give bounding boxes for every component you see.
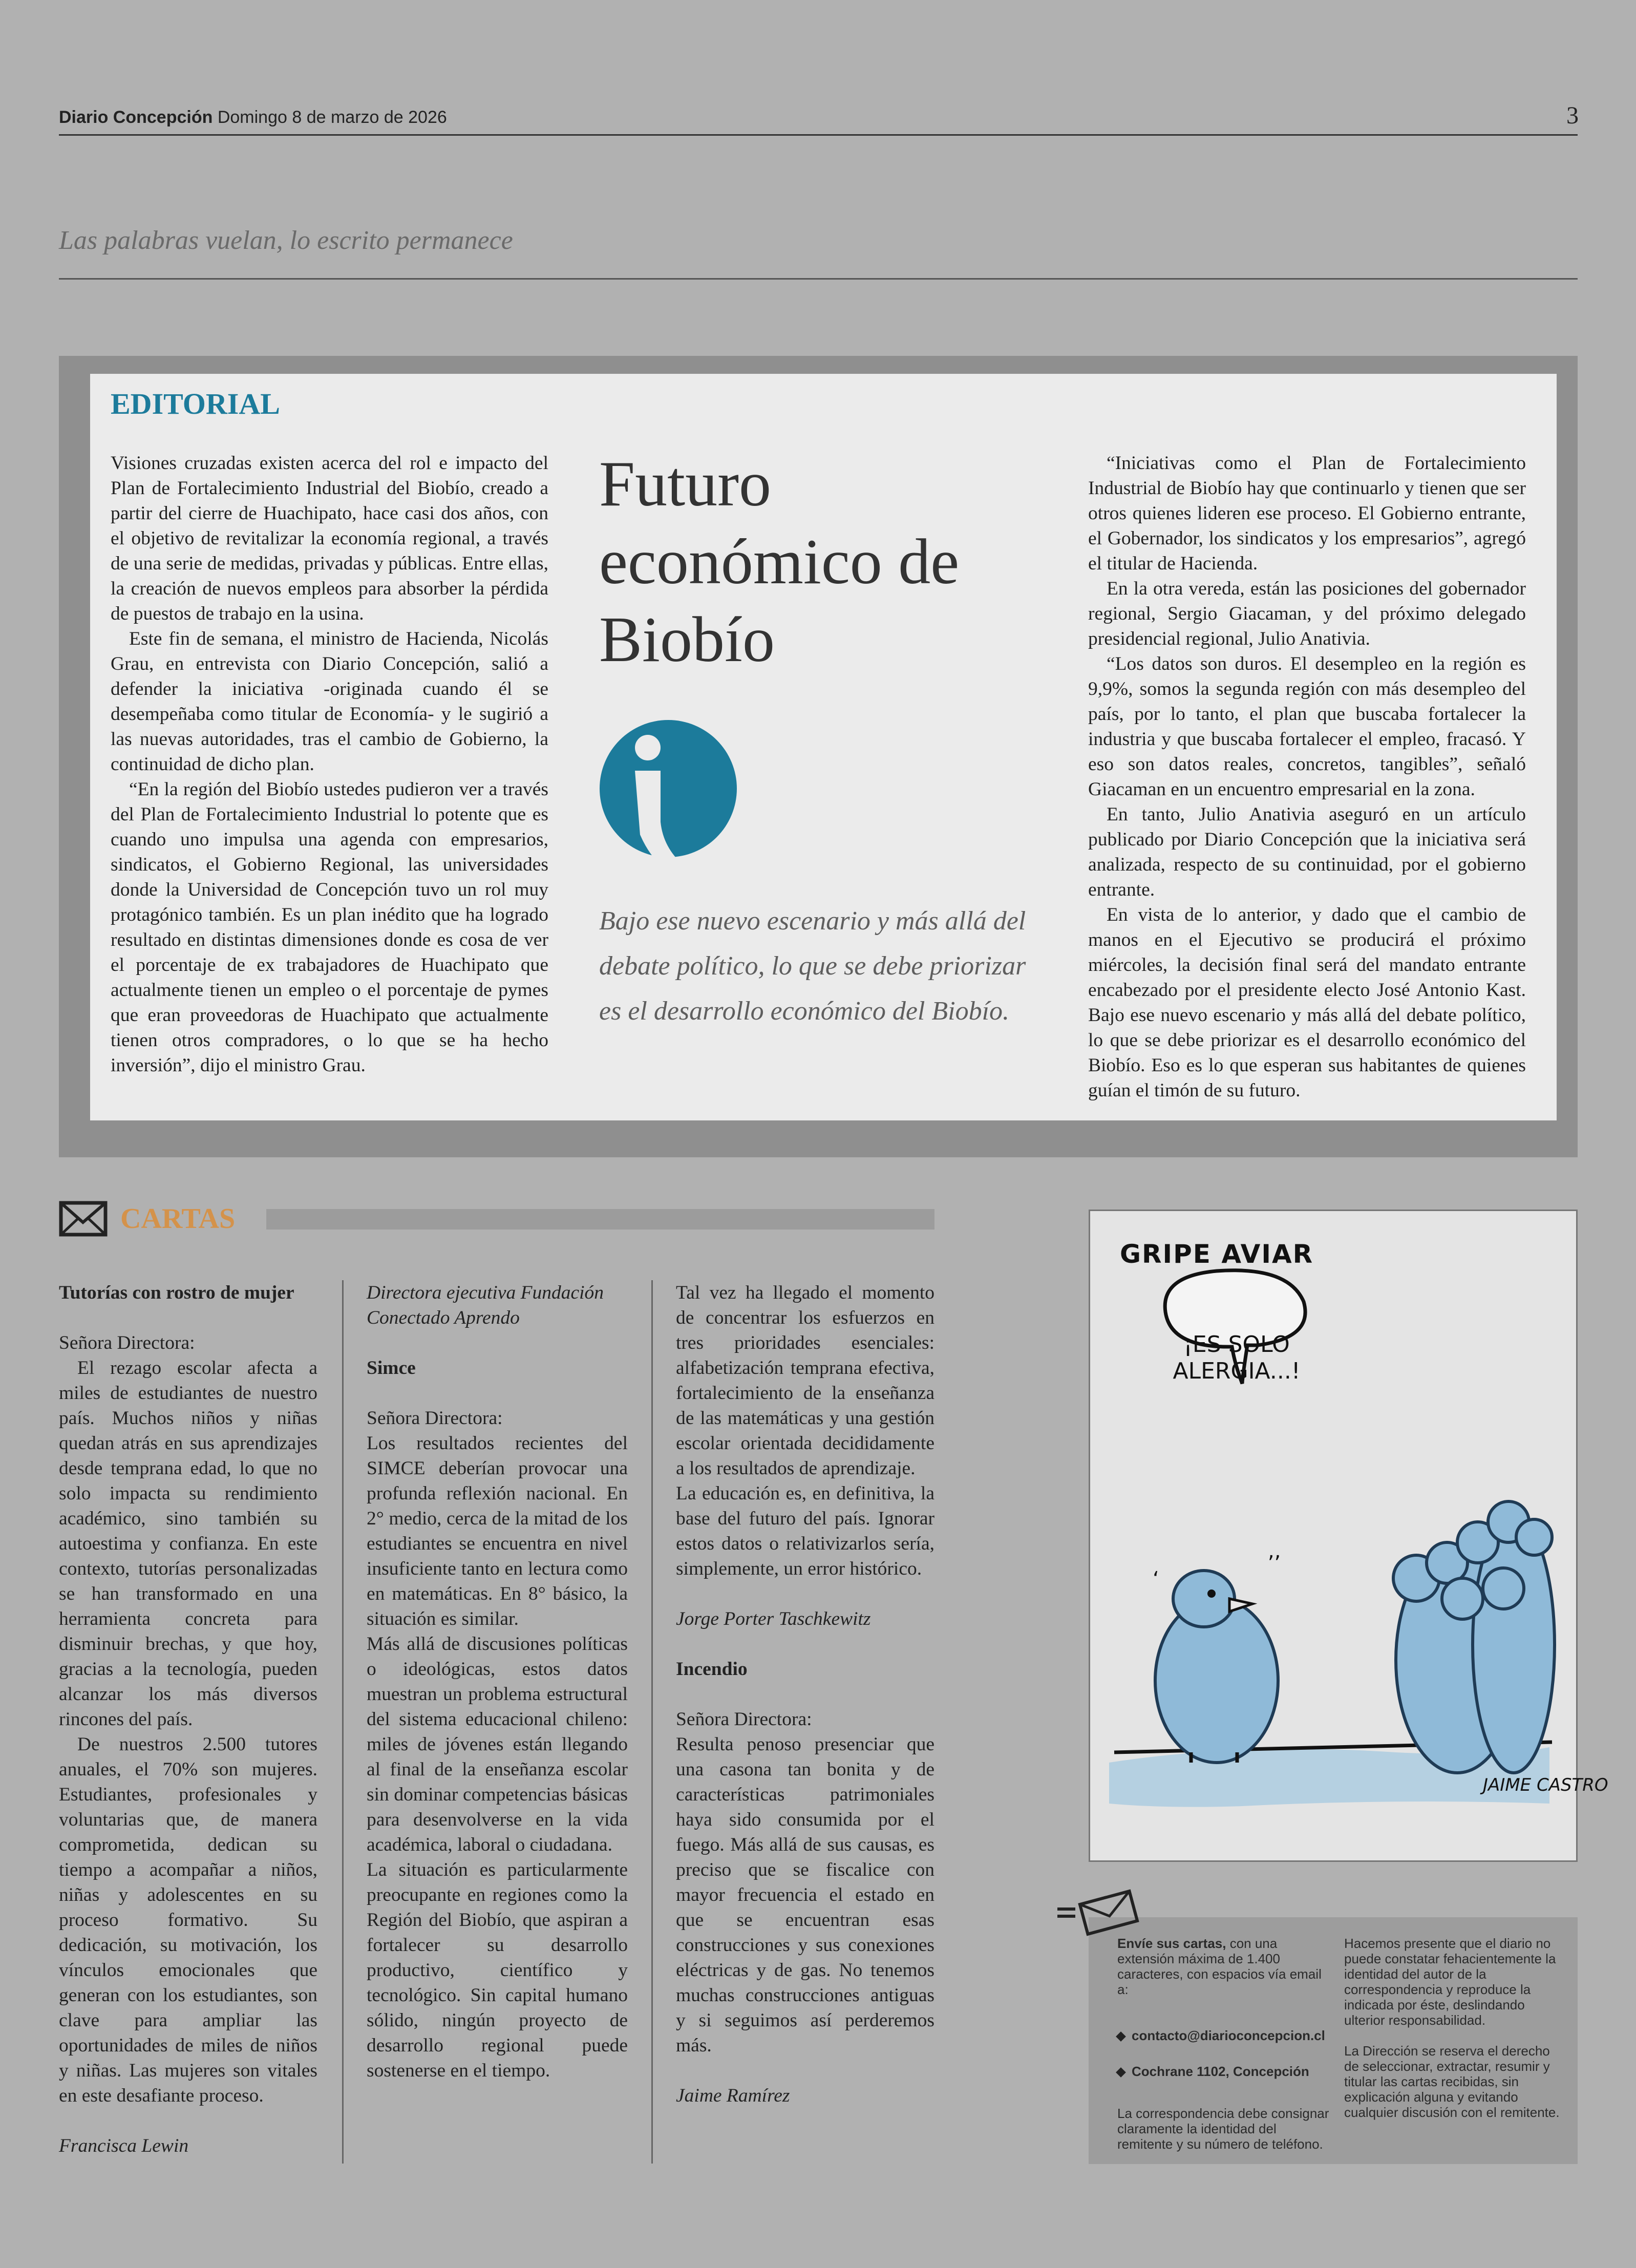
letter-signature: Francisca Lewin [59,2135,189,2156]
issue-date: Domingo 8 de marzo de 2026 [217,108,447,127]
info-rights: La Dirección se reserva el derecho de seleccionar, extractar, resumir y titular las cartas recibidas, sin explicación alguna y evitando cualquier discusión con el remitente. [1344,2043,1560,2120]
editorial-paragraph: Visiones cruzadas existen acerca del rol e impacto del Plan de Fortalecimiento Industrial del Biobío, creado a partir del cierre de Huachipato, hace casi dos años, con el objetivo de revitalizar la economía regional, a través de una serie de medidas, privadas y públicas. Entre ellas, la creación de nuevos empleos para absorber la pérdida de puestos de trabajo en la usina. [111,453,548,624]
info-icon [599,719,737,865]
letter-signature: Jorge Porter Taschkewitz [676,1608,871,1629]
info-email[interactable]: contacto@diarioconcepcion.cl [1132,2028,1325,2043]
page-number: 3 [1566,102,1579,129]
editorial-paragraph: “Los datos son duros. El desempleo en la región es 9,9%, somos la segunda región con más desempleo del país, por lo tanto, el plan que buscaba fortalecer la industria y que buscaba fortalecer el empleo, fracasó. Y eso son datos reales, concretos, tangibles”, señaló Giacaman en un encuentro empresarial en la zona. [1088,653,1526,800]
cartoon-title: GRIPE AVIAR [1120,1239,1314,1269]
letter-paragraph: La educación es, en definitiva, la base del futuro del país. Ignorar estos datos o relativizarlos sería, simplemente, un error histórico. [676,1483,934,1579]
cartas-header-bar [266,1209,934,1230]
letter-paragraph: Más allá de discusiones políticas o ideológicas, estos datos muestran un problema estructural del sistema educacional chileno: miles de jóvenes están llegando al final de la enseñanza escolar sin dominar competencias básicas para desenvolverse en la vida académica, laboral o ciudadana. [367,1634,628,1855]
letter-paragraph: Los resultados recientes del SIMCE deberían provocar una profunda reflexión nacional. En 2° medio, cerca de la mitad de los estudiantes se encuentra en nivel insuficiente tanto en lectura como en matemáticas. En 8° básico, la situación es similar. [367,1433,628,1629]
svg-text:‘: ‘ [1153,1567,1159,1591]
column-divider [342,1280,344,2164]
editorial-pull-quote: Bajo ese nuevo escenario y más allá del debate político, lo que se debe priorizar es el desarrollo económico del Biobío. [599,906,1026,1026]
editorial-paragraph: En tanto, Julio Anativia aseguró en un artículo publicado por Diario Concepción que la iniciativa será analizada, respecto de su continuidad, por el gobierno entrante. [1088,804,1526,900]
editorial-paragraph: “En la región del Biobío ustedes pudieron ver a través del Plan de Fortalecimiento Industrial lo potente que es cuando uno impulsa una agenda con empresarios, sindicatos, el Gobierno Regional, las universidades donde la Universidad de Concepción tuvo un rol muy protagónico también. Es un plan inédito que ha logrado resultado en distintas dimensiones donde es cosa de ver el porcentaje de ex trabajadores de Huachipato que actualmente tienen un empleo o el porcentaje de pymes que eran proveedoras de Huachipato que actualmente tienen otros compradores, o lo que se ha hecho inversión”, dijo el ministro Grau. [111,779,548,1076]
editorial-column-left [111,451,548,1078]
info-lead-bold: Envíe sus cartas, [1117,1936,1226,1951]
letter-salutation: Señora Directora: [59,1332,195,1353]
header-rule [59,134,1578,136]
info-disclaimer: Hacemos presente que el diario no puede constatar fehacientemente la identidad del autor de la correspondencia y reproduce la indicada por éste, deslindando ulterior responsabilidad. [1344,1936,1556,2028]
editorial-paragraph: “Iniciativas como el Plan de Fortalecimiento Industrial de Biobío hay que continuarlo y tienen que ser otros quienes lideren ese proceso. El Gobierno entrante, el Gobernador, los sindicatos y los empresarios”, agregó el titular de Hacienda. [1088,453,1526,574]
letter-paragraph: Tal vez ha llegado el momento de concentrar los esfuerzos en tres prioridades esenciales: alfabetización temprana efectiva, fortalecimiento de la enseñanza de las matemáticas y una gestión escolar orientada decididamente a los resultados de aprendizaje. [676,1282,934,1479]
letter-paragraph: Resulta penoso presenciar que una casona tan bonita y de características patrimoniales haya sido consumida por el fuego. Más allá de sus causas, es preciso que se fiscalice con mayor frecuencia el estado en que se encuentran esas construcciones y sus conexiones eléctricas y de gas. No tenemos muchas construcciones antiguas y si seguimos así perderemos más. [676,1734,934,2056]
letter-title: Incendio [676,1659,748,1680]
letter-paragraph: De nuestros 2.500 tutores anuales, el 70% son mujeres. Estudiantes, profesionales y voluntarias que, de manera comprometida, dedican su tiempo a acompañar a niños, niñas y adolescentes en su proceso formativo. Su dedicación, su motivación, los vínculos emocionales que generan con los estudiantes, son clave para ampliar las oportunidades de miles de niños y niñas. Las mujeres son vitales en este desafiante proceso. [59,1734,317,2106]
info-lead: con una extensión máxima de 1.400 caracteres, con espacios vía email a: [1117,1936,1322,1997]
column-divider [651,1280,653,2164]
svg-text:,,: ,, [1268,1539,1281,1563]
letter-paragraph: La situación es particularmente preocupante en regiones como la Región del Biobío, que aspiran a fortalecer su desarrollo productivo, científico y tecnológico. Sin capital humano sólido, ningún proyecto de desarrollo regional puede sostenerse en el tiempo. [367,1859,628,2081]
letter-paragraph: El rezago escolar afecta a miles de estudiantes de nuestro país. Muchos niños y niñas quedan atrás en sus aprendizajes desde temprana edad, lo que no solo impacta su rendimiento académico, sino también su autoestima y confianza. En este contexto, tutorías personalizadas se han transformado en una herramienta concreta para disminuir brechas, y que hoy, gracias a la tecnología, pueden alcanzar los más diversos rincones del país. [59,1358,317,1730]
editorial-label: EDITORIAL [111,387,280,420]
editorial-headline: Futuro económico de Biobío [599,449,960,675]
letters-column-3 [676,1280,934,2108]
cartoon-illustration [1089,1210,1608,1862]
editorial-paragraph: Este fin de semana, el ministro de Hacienda, Nicolás Grau, en entrevista con Diario Concepción, salió a defender la iniciativa -originada cuando él se desempeñaba como titular de Economía- y le sugirió a las nuevas autoridades, tras el cambio de Gobierno, la continuidad de dicho plan. [111,628,548,775]
info-footer: La correspondencia debe consignar claramente la identidad del remitente y su número de teléfono. [1117,2106,1329,2152]
bullet-icon [1116,2067,1126,2078]
letters-column-2 [367,1280,628,2083]
info-box-left [1117,1936,1332,2152]
letters-column-1 [59,1280,317,2158]
cartoon-artist-signature: JAIME CASTRO [1483,1775,1608,1795]
letter-title: Simce [367,1358,416,1379]
letter-signature: Jaime Ramírez [676,2085,790,2106]
section-slogan: Las palabras vuelan, lo escrito permanece [59,226,513,255]
letter-salutation: Señora Directora: [676,1709,812,1730]
editorial-paragraph: En vista de lo anterior, y dado que el cambio de manos en el Ejecutivo se producirá el próximo miércoles, la decisión final será del mandato entrante encabezado por el presidente electo José Antonio Kast. Bajo ese nuevo escenario y más allá del debate político, lo que se debe priorizar es el desarrollo económico del Biobío. Eso es lo que esperan sus habitantes de quienes guían el timón de su futuro. [1088,904,1526,1101]
cartoon-speech-text: ¡ES SOLO ALERGIA...! [1173,1331,1301,1384]
editorial-column-right [1088,451,1526,1103]
editorial-paragraph: En la otra vereda, están las posiciones del gobernador regional, Sergio Giacaman, y del próximo delegado presidencial regional, Julio Anativia. [1088,578,1526,649]
masthead-line [59,108,447,128]
letter-title: Tutorías con rostro de mujer [59,1282,294,1303]
letter-signature-role: Directora ejecutiva Fundación Conectado Aprendo [367,1282,604,1328]
cartas-label: CARTAS [120,1203,236,1235]
letter-salutation: Señora Directora: [367,1408,503,1429]
slogan-rule [59,278,1578,280]
paper-name: Diario Concepción [59,108,213,127]
envelope-icon [59,1201,108,1237]
info-box-right [1344,1936,1564,2120]
mail-send-icon [1055,1884,1142,1936]
info-address: Cochrane 1102, Concepción [1132,2064,1309,2079]
bullet-icon [1116,2031,1126,2042]
